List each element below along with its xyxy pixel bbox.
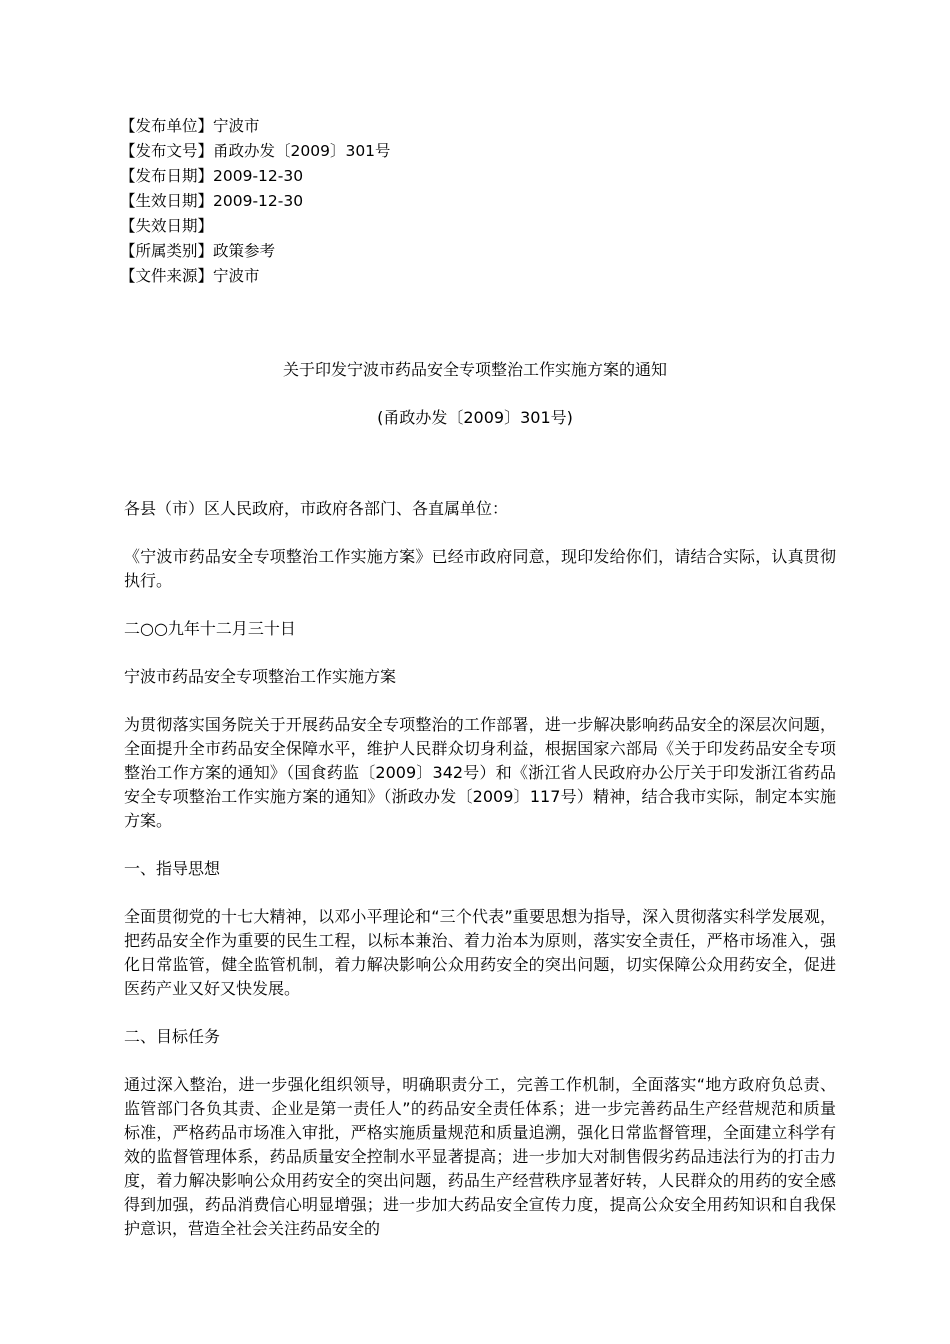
heading-guiding-ideology: 一、指导思想	[124, 859, 221, 878]
meta-label: 【发布单位】	[120, 117, 214, 135]
meta-label: 【发布日期】	[120, 167, 214, 185]
heading-goals-tasks: 二、目标任务	[124, 1027, 221, 1046]
meta-value: 政策参考	[213, 242, 276, 260]
paragraph-notice: 《宁波市药品安全专项整治工作实施方案》已经市政府同意，现印发给你们，请结合实际，认真贯彻执行。	[124, 547, 836, 590]
document-number: (甬政办发〔2009〕301号)	[377, 408, 573, 427]
meta-row-source	[120, 264, 391, 289]
meta-row-category	[120, 239, 391, 264]
meta-row-issuer	[120, 114, 391, 139]
document-body	[124, 497, 836, 1265]
meta-value: 宁波市	[213, 267, 260, 285]
meta-label: 【失效日期】	[120, 217, 214, 235]
meta-row-doc-number	[120, 139, 391, 164]
meta-label: 【发布文号】	[120, 142, 214, 160]
paragraph-plan-title: 宁波市药品安全专项整治工作实施方案	[124, 667, 397, 686]
paragraph-intro: 为贯彻落实国务院关于开展药品安全专项整治的工作部署，进一步解决影响药品安全的深层次问题，全面提升全市药品安全保障水平，维护人民群众切身利益，根据国家六部局《关于印发药品安全专项整治工作方案的通知》（国食药监〔2009〕342号）和《浙江省人民政府办公厅关于印发浙江省药品安全专项整治工作实施方案的通知》（浙政办发〔2009〕117号）精神，结合我市实际，制定本实施方案。	[124, 715, 836, 830]
meta-value: 甬政办发〔2009〕301号	[213, 142, 391, 160]
meta-label: 【文件来源】	[120, 267, 214, 285]
meta-label: 【生效日期】	[120, 192, 214, 210]
meta-label: 【所属类别】	[120, 242, 214, 260]
meta-value: 2009-12-30	[213, 192, 304, 210]
paragraph-goals-tasks: 通过深入整治，进一步强化组织领导，明确职责分工，完善工作机制，全面落实“地方政府负总责、监管部门各负其责、企业是第一责任人”的药品安全责任体系；进一步完善药品生产经营规范和质量标准，严格药品市场准入审批，严格实施质量规范和质量追溯，强化日常监督管理，全面建立科学有效的监督管理体系，药品质量安全控制水平显著提高；进一步加大对制售假劣药品违法行为的打击力度，着力解决影响公众用药安全的突出问题，药品生产经营秩序显著好转，人民群众的用药的安全感得到加强，药品消费信心明显增强；进一步加大药品安全宣传力度，提高公众安全用药知识和自我保护意识，营造全社会关注药品安全的	[124, 1075, 836, 1238]
paragraph-date: 二○○九年十二月三十日	[124, 619, 296, 638]
paragraph-guiding-ideology: 全面贯彻党的十七大精神，以邓小平理论和“三个代表”重要思想为指导，深入贯彻落实科学发展观，把药品安全作为重要的民生工程，以标本兼治、着力治本为原则，落实安全责任，严格市场准入，强化日常监管，健全监管机制，着力解决影响公众用药安全的突出问题，切实保障公众用药安全，促进医药产业又好又快发展。	[124, 907, 836, 998]
document-metadata	[120, 114, 391, 289]
meta-row-expiry-date	[120, 214, 391, 239]
meta-value: 2009-12-30	[213, 167, 304, 185]
meta-row-effective-date	[120, 189, 391, 214]
paragraph-salutation: 各县（市）区人民政府，市政府各部门、各直属单位：	[124, 499, 509, 518]
document-title: 关于印发宁波市药品安全专项整治工作实施方案的通知	[282, 360, 667, 379]
meta-row-issue-date	[120, 164, 391, 189]
meta-value: 宁波市	[213, 117, 260, 135]
